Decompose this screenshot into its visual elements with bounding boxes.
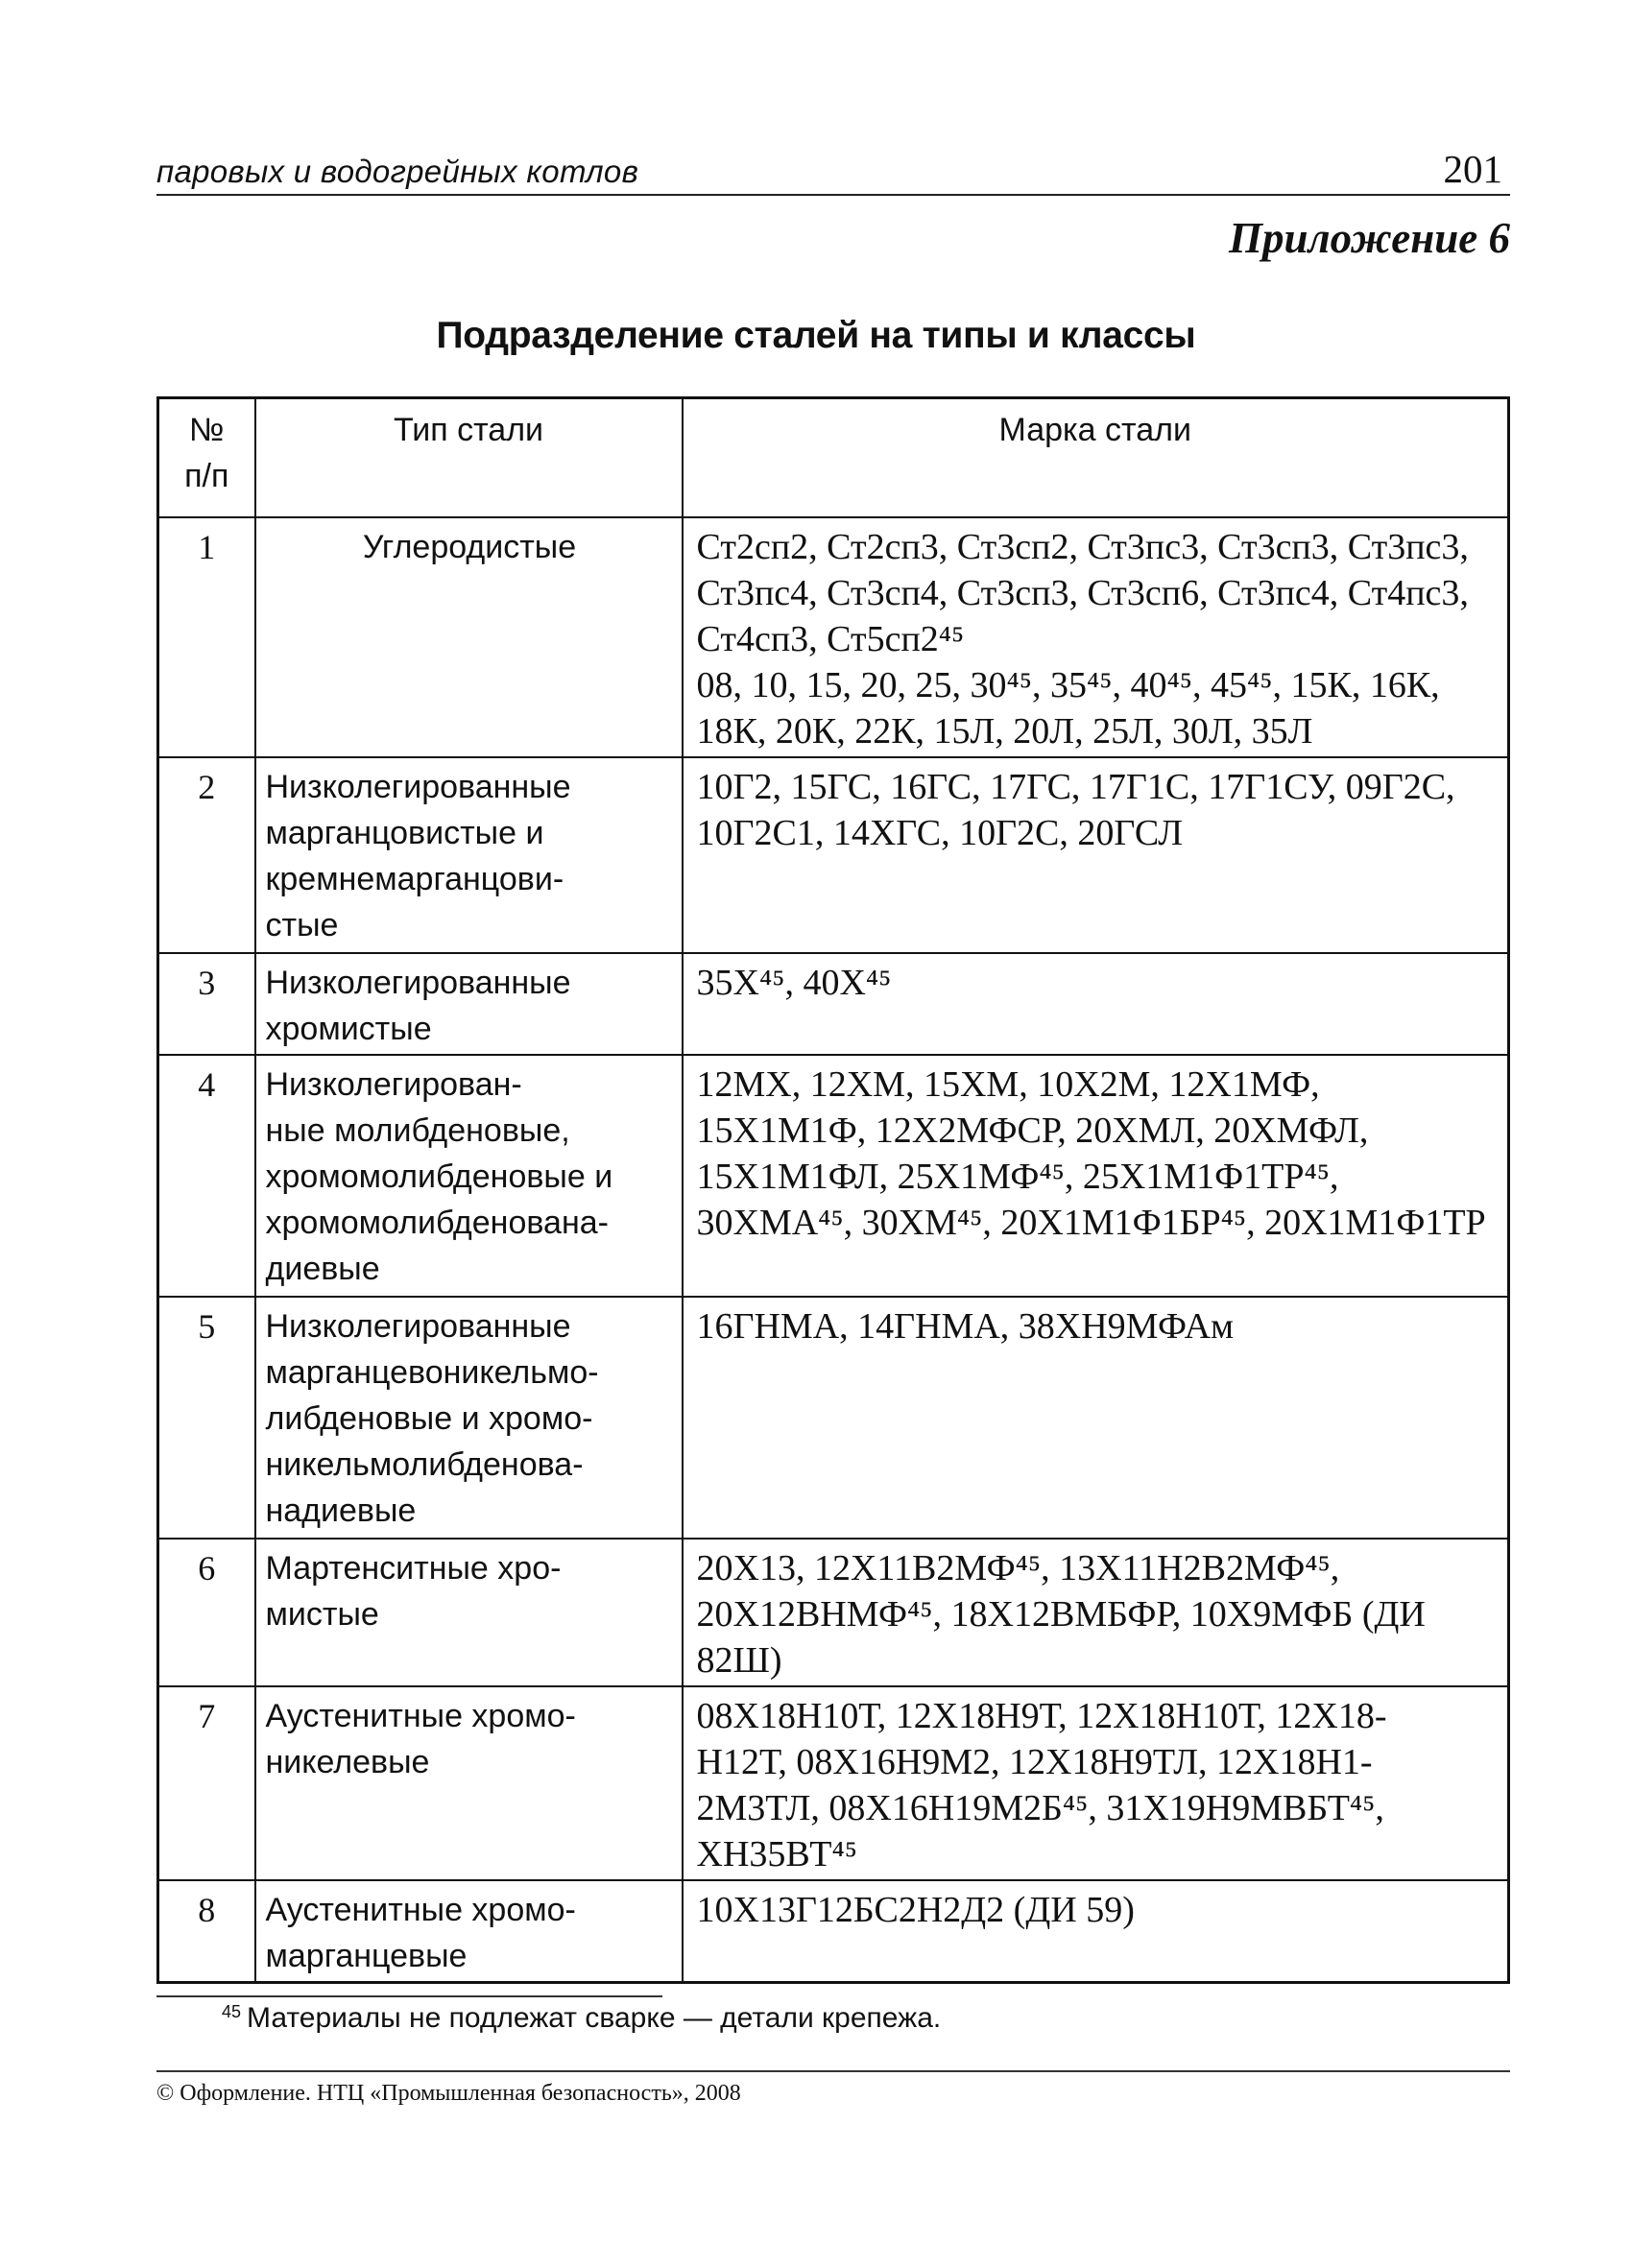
row-steel-type: Низколегирован- ные молибденовые, хромомолибденовые и хромомолибденована- диевые (255, 1055, 683, 1297)
table-header-row (158, 398, 1509, 518)
page-number: 201 (1443, 147, 1502, 191)
row-steel-type: Углеродистые (255, 517, 683, 757)
footnote-divider (156, 1995, 662, 1997)
steel-classification-table (156, 396, 1510, 1984)
row-number: 7 (158, 1686, 255, 1880)
row-number: 6 (158, 1539, 255, 1686)
row-steel-type: Аустенитные хромо- марганцевые (255, 1880, 683, 1983)
table-row (158, 757, 1509, 953)
copyright-notice: © Оформление. НТЦ «Промышленная безопасность», 2008 (156, 2081, 741, 2106)
row-steel-grade: 08Х18Н10Т, 12Х18Н9Т, 12Х18Н10Т, 12Х18- Н12Т, 08Х16Н9М2, 12Х18Н9ТЛ, 12Х18Н1- 2М3ТЛ, 08Х16Н19М2Б⁴⁵, 31Х19Н9МВБТ⁴⁵, ХН35ВТ⁴⁵ (683, 1686, 1509, 1880)
row-steel-grade: Ст2сп2, Ст2сп3, Ст3сп2, Ст3пс3, Ст3сп3, Ст3пс3, Ст3пс4, Ст3сп4, Ст3сп3, Ст3сп6, Ст3пс4, Ст4пс3, Ст4сп3, Ст5сп2⁴⁵ 08, 10, 15, 20, 25, 30⁴⁵, 35⁴⁵, 40⁴⁵, 45⁴⁵, 15К, 16К, 18К, 20К, 22К, 15Л, 20Л, 25Л, 30Л, 35Л (683, 517, 1509, 757)
row-number: 2 (158, 757, 255, 953)
table-row (158, 1055, 1509, 1297)
row-steel-grade: 20Х13, 12Х11В2МФ⁴⁵, 13Х11Н2В2МФ⁴⁵, 20Х12ВНМФ⁴⁵, 18Х12ВМБФР, 10Х9МФБ (ДИ 82Ш) (683, 1539, 1509, 1686)
row-steel-type: Низколегированные марганцовистые и кремнемарганцови- стые (255, 757, 683, 953)
running-title: паровых и водогрейных котлов (156, 154, 639, 189)
running-head (156, 140, 1510, 196)
row-steel-type: Низколегированные марганцевоникельмо- либденовые и хромо- никельмолибденова- надиевые (255, 1297, 683, 1539)
row-steel-grade: 12МХ, 12ХМ, 15ХМ, 10Х2М, 12Х1МФ, 15Х1М1Ф, 12Х2МФСР, 20ХМЛ, 20ХМФЛ, 15Х1М1ФЛ, 25Х1МФ⁴⁵, 25Х1М1Ф1ТР⁴⁵, 30ХМА⁴⁵, 30ХМ⁴⁵, 20Х1М1Ф1БР⁴⁵, 20Х1М1Ф1ТР (683, 1055, 1509, 1297)
row-steel-type: Мартенситные хро- мистые (255, 1539, 683, 1686)
header-steel-type: Тип стали (255, 398, 683, 518)
row-steel-grade: 16ГНМА, 14ГНМА, 38ХН9МФАм (683, 1297, 1509, 1539)
table-row (158, 953, 1509, 1055)
row-number: 3 (158, 953, 255, 1055)
row-number: 5 (158, 1297, 255, 1539)
footnote (222, 2002, 941, 2035)
table-row (158, 1297, 1509, 1539)
row-steel-grade: 10Х13Г12БС2Н2Д2 (ДИ 59) (683, 1880, 1509, 1983)
table-row (158, 1539, 1509, 1686)
header-steel-grade: Марка стали (683, 398, 1509, 518)
row-steel-type: Аустенитные хромо- никелевые (255, 1686, 683, 1880)
footnote-text: Материалы не подлежат сварке — детали крепежа. (247, 2002, 942, 2034)
appendix-label: Приложение 6 (1229, 214, 1510, 262)
row-steel-type: Низколегированные хромистые (255, 953, 683, 1055)
row-number: 4 (158, 1055, 255, 1297)
table-title: Подразделение сталей на типы и классы (436, 315, 1196, 356)
row-number: 1 (158, 517, 255, 757)
table-row (158, 1686, 1509, 1880)
header-number: № п/п (158, 398, 255, 518)
table-row (158, 1880, 1509, 1983)
row-steel-grade: 10Г2, 15ГС, 16ГС, 17ГС, 17Г1С, 17Г1СУ, 09Г2С, 10Г2С1, 14ХГС, 10Г2С, 20ГСЛ (683, 757, 1509, 953)
row-number: 8 (158, 1880, 255, 1983)
footnote-marker: 45 (222, 2002, 242, 2021)
row-steel-grade: 35Х⁴⁵, 40Х⁴⁵ (683, 953, 1509, 1055)
copyright-divider (156, 2070, 1510, 2072)
table-row (158, 517, 1509, 757)
